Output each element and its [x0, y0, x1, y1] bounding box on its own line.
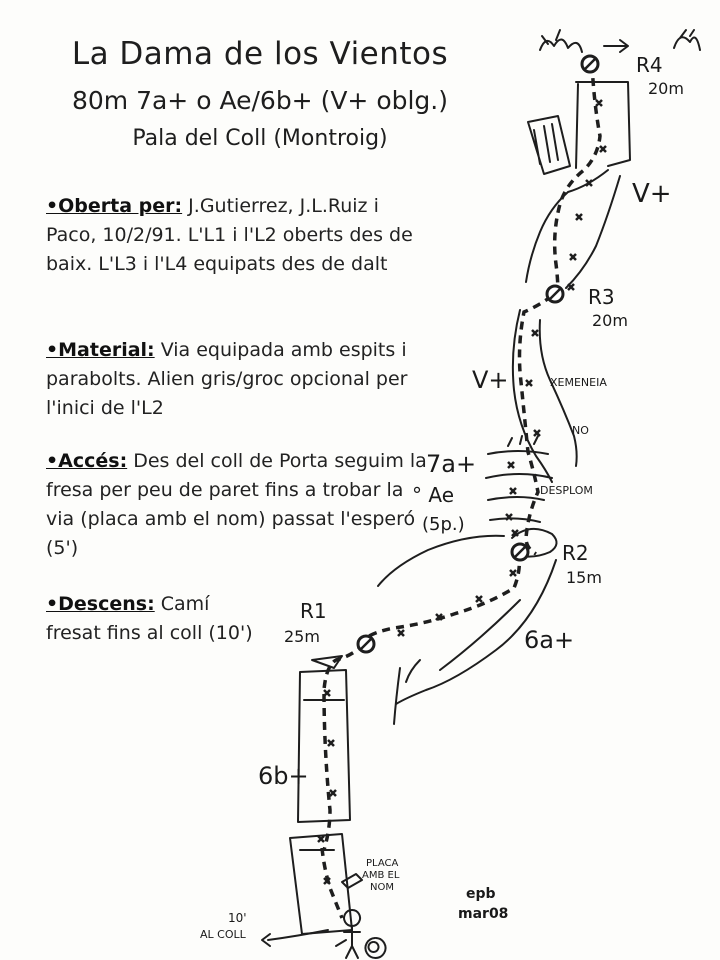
descent-label: AL COLL: [200, 928, 246, 941]
relay-r4-length: 20m: [648, 79, 684, 98]
descent-path: [262, 930, 328, 946]
section-opened-by-label: •Oberta per:: [46, 195, 183, 217]
r1-block: [394, 660, 420, 724]
section-opened-by-text: J.Gutierrez, J.L.Ruiz i Paco, 10/2/91. L'L1 i l'L2 oberts des de baix. L'L3 i l'L4 equipats des de dalt: [46, 195, 413, 275]
author-date: mar08: [458, 906, 509, 922]
relay-r1-length: 25m: [284, 627, 320, 646]
section-descent-text: Camí fresat fins al coll (10'): [46, 593, 253, 644]
summit-arrow: [604, 40, 628, 52]
grade-l2-line3: (5p.): [422, 514, 465, 535]
feature-overhang: DESPLOM: [540, 484, 593, 497]
grade-l3: V+: [472, 366, 509, 394]
flake: [528, 116, 570, 174]
top-slab: [576, 82, 630, 168]
climber: [336, 910, 360, 958]
relay-r3-length: 20m: [592, 311, 628, 330]
plaque: [342, 874, 362, 888]
section-approach-label: •Accés:: [46, 450, 128, 472]
section-descent-label: •Descens:: [46, 593, 155, 615]
feature-plaque-line2: AMB EL: [362, 870, 400, 881]
relay-r4-name: R4: [636, 53, 663, 77]
chimney-wall-right: [540, 320, 577, 466]
author-initials: epb: [466, 886, 496, 902]
rope-coil: [366, 938, 386, 958]
route-title: La Dama de los Vientos: [71, 36, 449, 72]
section-gear-label: •Material:: [46, 339, 155, 361]
route-location: Pala del Coll (Montroig): [132, 126, 388, 151]
section-approach-text: Des del coll de Porta seguim la fresa per peu de paret fins a trobar la via (placa amb el nom) passat l'esperó (5'): [46, 450, 427, 559]
route-grade: 80m 7a+ o Ae/6b+ (V+ oblg.): [71, 86, 449, 115]
descent-time: 10': [228, 911, 247, 925]
section-gear-text: Via equipada amb espits i parabolts. Alien gris/groc opcional per l'inici de l'L2: [46, 339, 408, 419]
upper-wall: [526, 170, 620, 288]
lower-arete: [378, 536, 556, 704]
relay-r1-name: R1: [300, 599, 327, 623]
grade-l2-line1: 7a+: [426, 450, 477, 478]
grade-l4: V+: [632, 179, 672, 209]
grade-l2-line2: ° Ae: [412, 483, 454, 507]
feature-no: NO: [572, 424, 589, 437]
lower-slab: [298, 670, 350, 822]
relay-r2-name: R2: [562, 541, 589, 565]
overhang-bands: [486, 436, 552, 522]
relay-r3-name: R3: [588, 285, 615, 309]
feature-plaque-line1: PLACA: [366, 858, 399, 869]
grade-l1-upper: 6a+: [524, 626, 575, 654]
grade-l1-lower: 6b+: [258, 762, 309, 790]
feature-chimney: XEMENEIA: [550, 376, 607, 389]
feature-plaque-line3: NOM: [370, 882, 394, 893]
relay-r2-length: 15m: [566, 568, 602, 587]
relay-slashes: [360, 58, 596, 650]
